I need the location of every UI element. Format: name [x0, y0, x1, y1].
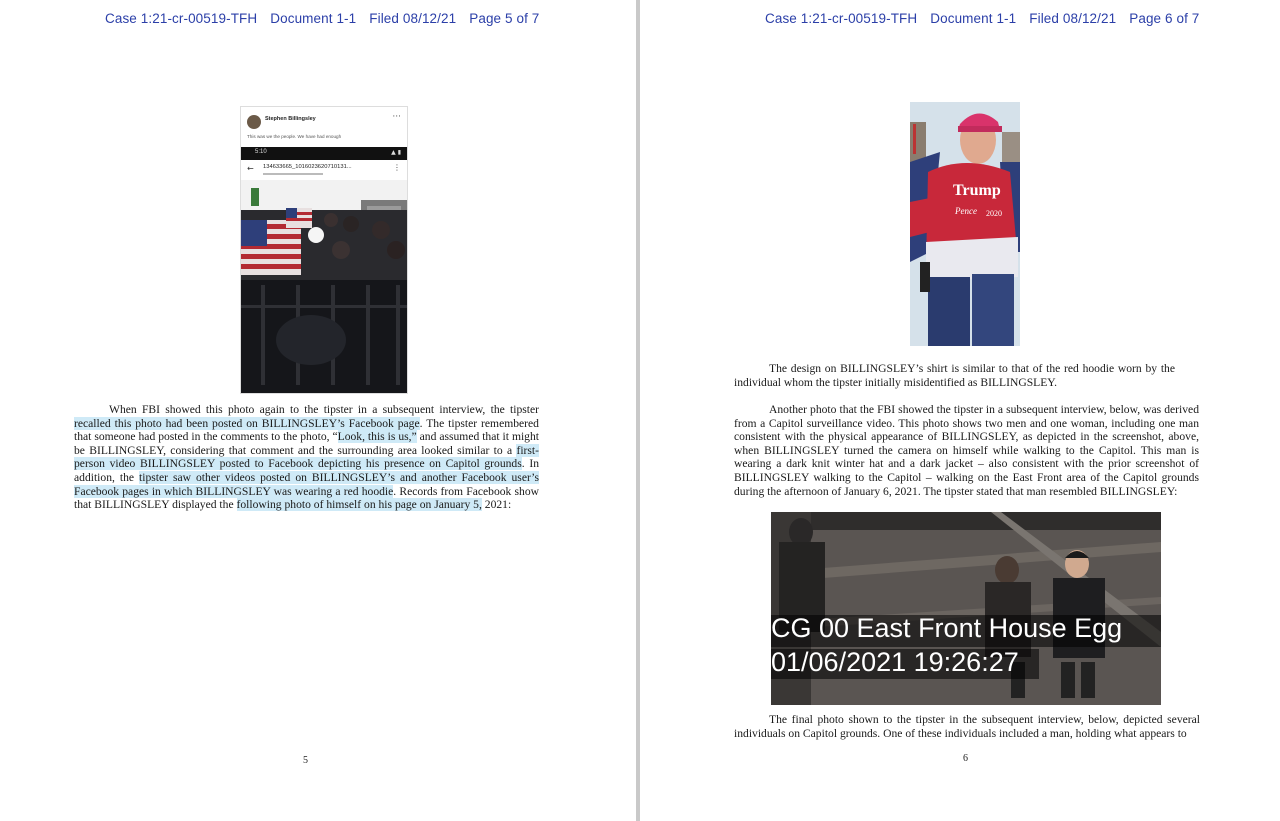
case-number: Case 1:21-cr-00519-TFH [105, 11, 258, 26]
more-options-icon: ⋮ [393, 163, 401, 172]
highlighted-text: first-person video BILLINGSLEY posted to Facebook depicting his presence on Capitol grounds [74, 443, 539, 471]
page-header [105, 11, 552, 26]
shirt-text-trump: Trump [953, 182, 1001, 199]
highlighted-text: recalled this photo had been posted on BILLINGSLEY’s Facebook page [74, 416, 420, 430]
more-options-icon: ··· [392, 112, 401, 122]
page-count: Page 5 of 7 [469, 11, 540, 26]
document-number: Document 1-1 [930, 11, 1017, 26]
paragraph-text [74, 403, 539, 512]
shirt-text-year: 2020 [986, 209, 1002, 218]
highlighted-text: Look, this is us,” [337, 430, 417, 444]
page-header [765, 11, 1212, 26]
document-number: Document 1-1 [270, 11, 357, 26]
status-time: 5:10 [255, 149, 267, 155]
photo-filename: 134633665_1016023620710131... [263, 164, 352, 170]
document-page-5 [0, 0, 636, 821]
avatar [247, 115, 261, 129]
page-number: 5 [303, 755, 308, 766]
page-number: 6 [963, 753, 968, 764]
shirt-text-pence: Pence [955, 206, 977, 216]
body-paragraph-1 [734, 362, 1175, 389]
case-number: Case 1:21-cr-00519-TFH [765, 11, 918, 26]
back-arrow-icon: ← [247, 164, 254, 173]
paragraph-text: The final photo shown to the tipster in the subsequent interview, below, depicted several individuals on Capitol grounds. One of these individuals included a man, holding what appears to [734, 713, 1200, 740]
page-count: Page 6 of 7 [1129, 11, 1200, 26]
filed-date: Filed 08/12/21 [369, 11, 457, 26]
body-paragraph-3 [734, 713, 1200, 740]
text-run: 2021: [481, 498, 512, 512]
camera-label: CG 00 East Front House Egg [771, 613, 1123, 643]
crowd-image [241, 180, 407, 393]
highlighted-text: tipster saw other videos posted on BILLINGSLEY’s and another Facebook user’s Facebook pages in which BILLINGSLEY was wearing a red hoodie [74, 470, 539, 498]
selfie-photo [910, 102, 1020, 346]
text-run: When FBI showed this photo again to the tipster in a subsequent interview, the tipster [109, 403, 539, 416]
post-text: This was we the people. We have had enough [247, 134, 342, 139]
paragraph-text: Another photo that the FBI showed the tipster in a subsequent interview, below, was derived from a Capitol surveillance video. This photo shows two men and one woman, including one man consistent with the physical appearance of BILLINGSLEY, as depicted in the screenshot, above, when BILLINGSLEY turned the camera on himself while walking to the Capitol. This man is wearing a dark knit winter hat and a dark jacket – also consistent with the prior screenshot of BILLINGSLEY walking to the Capitol – walking on the East Front area of the Capitol grounds during the afternoon of January 6, 2021. The tipster stated that man resembled BILLINGSLEY: [734, 403, 1199, 498]
paragraph-text: The design on BILLINGSLEY’s shirt is similar to that of the red hoodie worn by the individual whom the tipster initially misidentified as BILLINGSLEY. [734, 362, 1175, 389]
text-run: . In addition, the [74, 457, 539, 484]
man-in-trump-shirt-image [910, 102, 1020, 346]
signal-icon: ▲ ▮ [391, 149, 401, 156]
text-run: and assumed that it might be BILLINGSLEY, considering that comment and the surrounding area looked similar to a [74, 430, 540, 457]
highlighted-text: following photo of himself on his page on January 5, [236, 498, 482, 512]
facebook-screenshot [240, 106, 408, 394]
cctv-still [771, 512, 1161, 705]
body-paragraph [74, 403, 539, 512]
body-paragraph-2 [734, 403, 1199, 498]
timestamp-label: 01/06/2021 19:26:27 [771, 647, 1019, 677]
text-run: . The tipster remembered that someone had posted in the comments to the photo, “ [74, 416, 539, 444]
document-page-6 [640, 0, 1280, 821]
profile-name: Stephen Billingsley [265, 116, 316, 122]
crowd-photo [241, 180, 407, 393]
text-run: . Records from Facebook show that BILLINGSLEY displayed the [74, 484, 539, 512]
filed-date: Filed 08/12/21 [1029, 11, 1117, 26]
